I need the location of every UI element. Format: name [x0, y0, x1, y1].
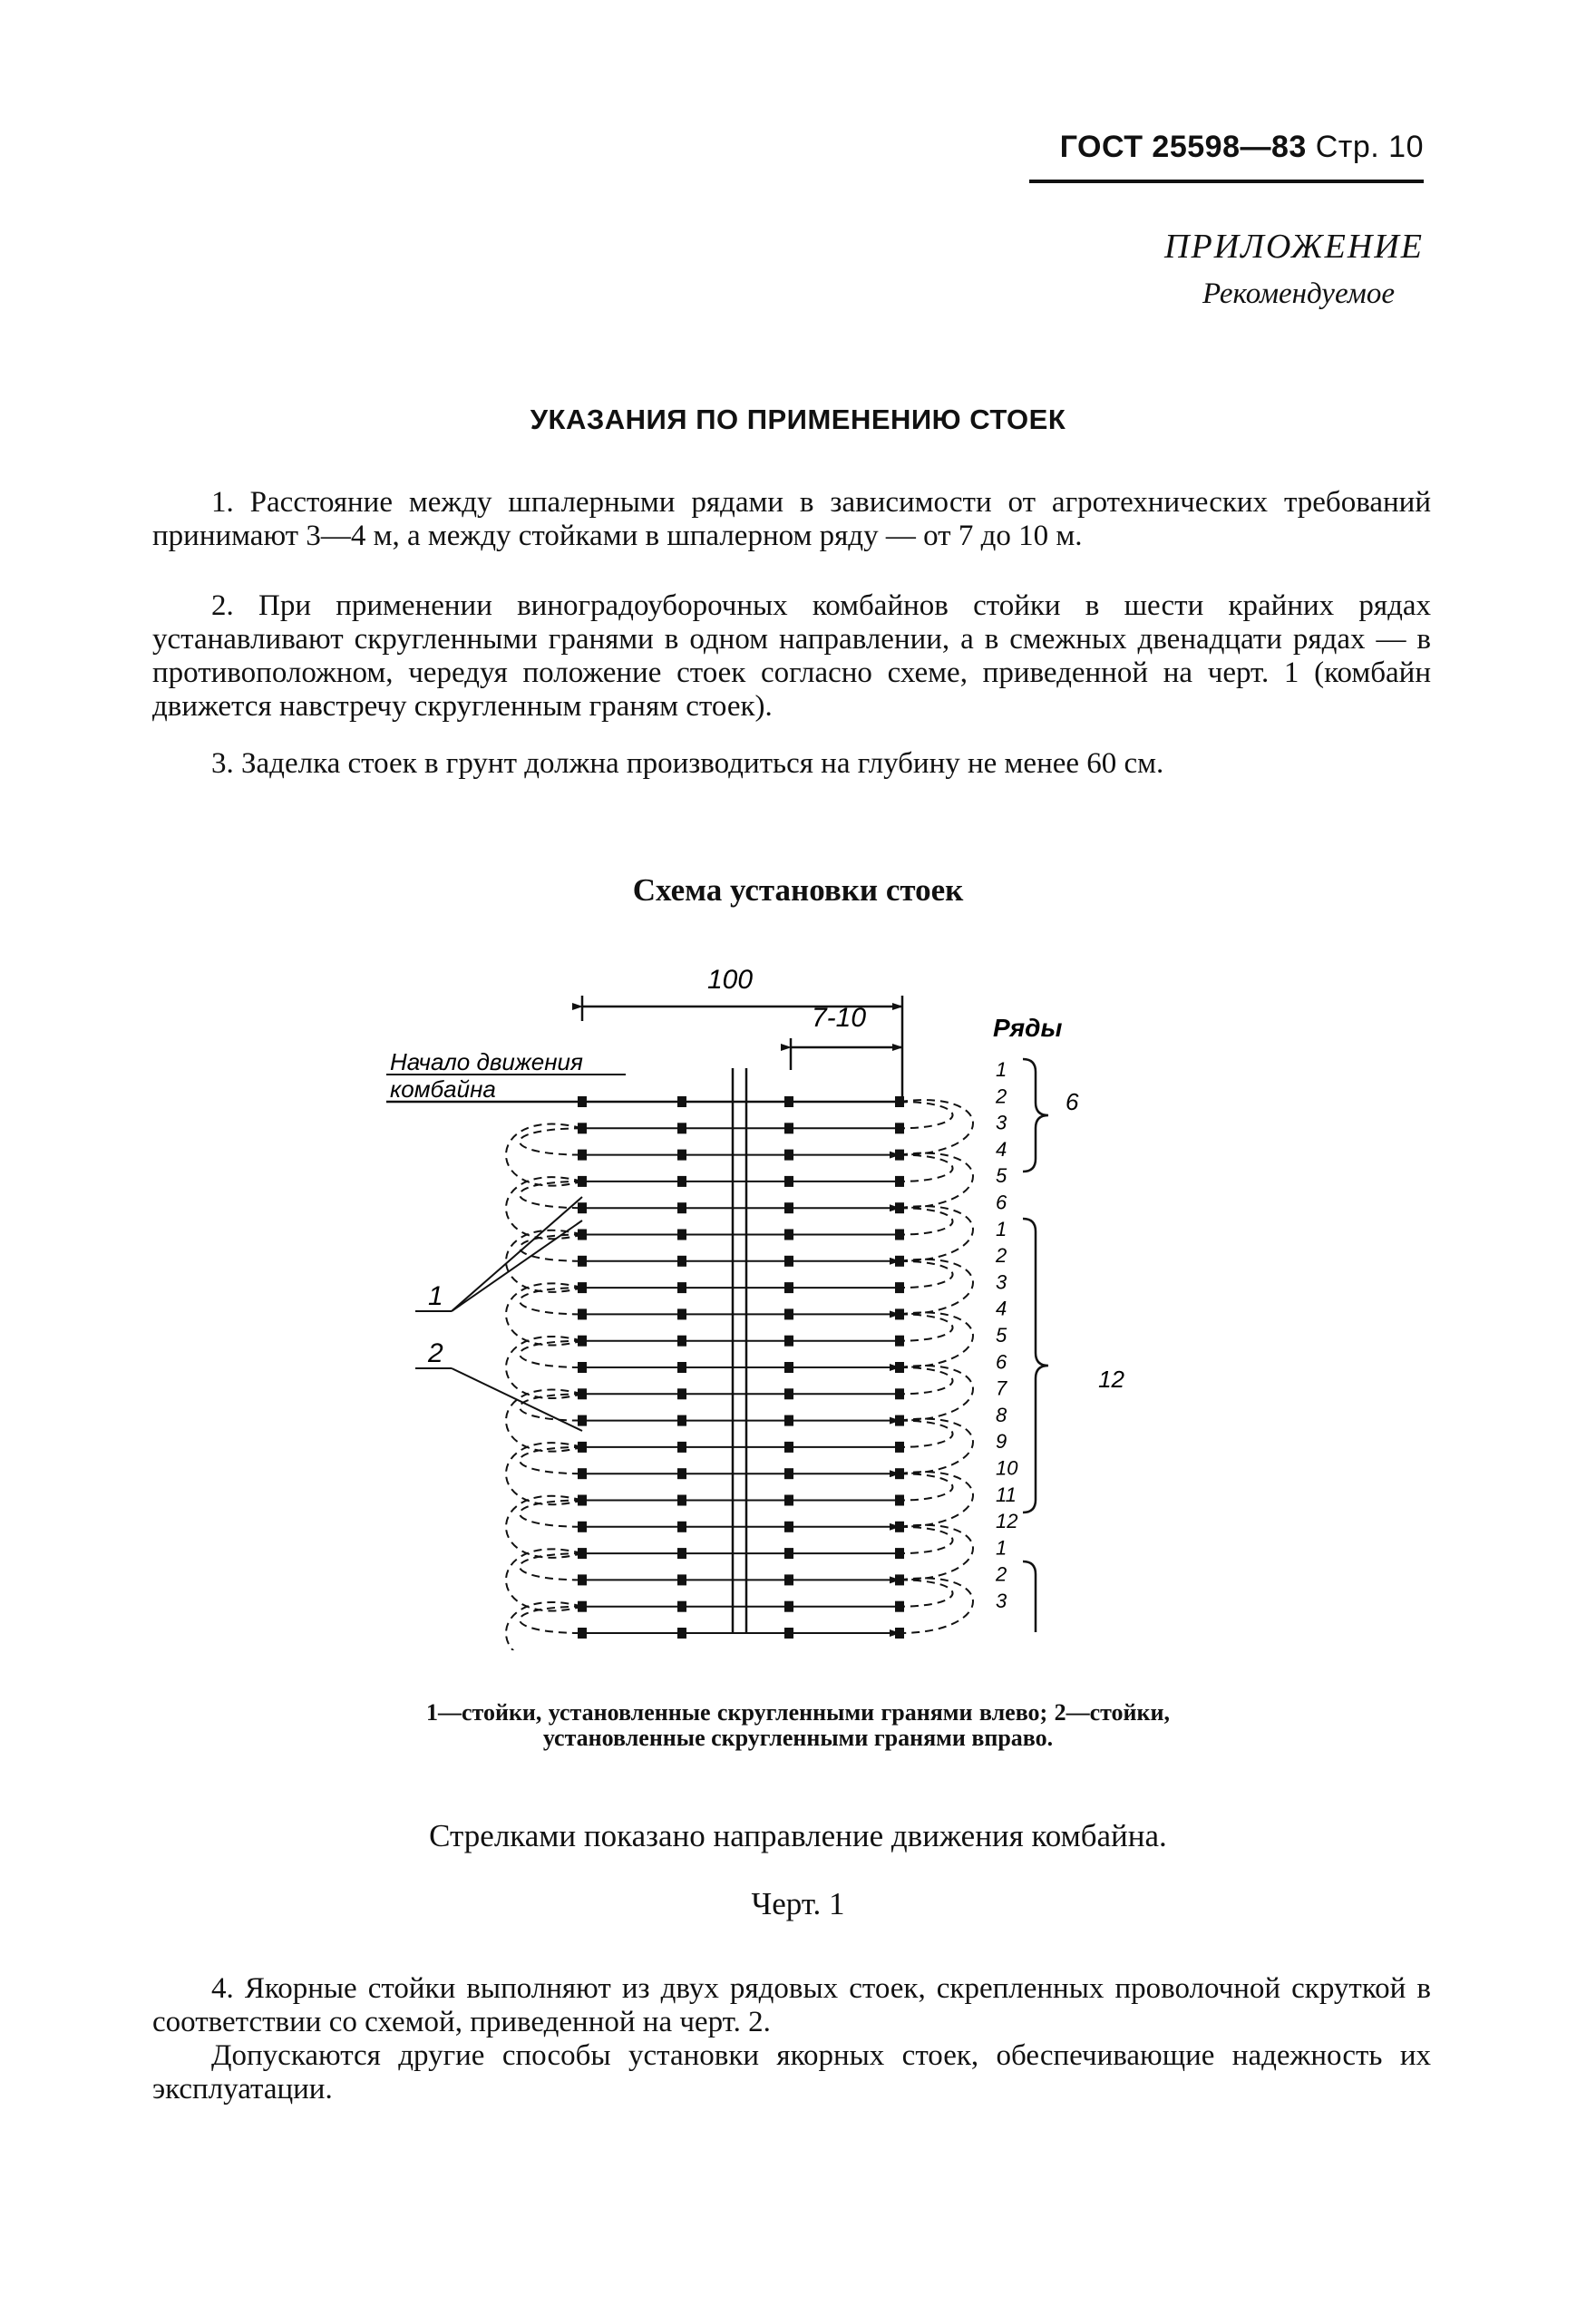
row-number: 7: [996, 1376, 1007, 1400]
brace-group-c: [1023, 1561, 1036, 1632]
left-turn-wide: [506, 1443, 582, 1504]
row-number: 3: [996, 1270, 1007, 1294]
row-number: 2: [996, 1562, 1007, 1586]
right-turn-loop: [900, 1473, 953, 1500]
start-label-line2: комбайна: [390, 1075, 496, 1103]
left-turn-wide: [506, 1602, 582, 1650]
post-marker: [677, 1574, 686, 1585]
left-turn-wide: [506, 1230, 582, 1292]
post-marker: [784, 1282, 793, 1293]
page-header: [1060, 130, 1424, 165]
row-number: 1: [996, 1058, 1007, 1081]
row-number: 2: [996, 1084, 1007, 1108]
figure-title: Схема установки стоек: [632, 872, 964, 908]
post-marker: [784, 1628, 793, 1639]
post-marker: [784, 1123, 793, 1133]
left-turn-loop: [520, 1128, 582, 1154]
appendix-label: ПРИЛОЖЕНИЕ: [1164, 228, 1424, 266]
row-number: 4: [996, 1297, 1007, 1320]
post-marker: [677, 1123, 686, 1133]
post-marker: [677, 1362, 686, 1373]
post-marker: [784, 1574, 793, 1585]
row-number: 3: [996, 1590, 1007, 1612]
paragraph-3: [152, 747, 1431, 781]
post-marker: [677, 1202, 686, 1213]
post-marker: [784, 1256, 793, 1267]
paragraph-4-text: 4. Якорные стойки выполняют из двух рядовых стоек, скрепленных проволочной скруткой в соответствии со схемой, приведенной на черт. 2.: [152, 1972, 1431, 2038]
right-turn-loop: [900, 1261, 953, 1288]
row-number: 12: [996, 1510, 1018, 1533]
post-marker: [677, 1176, 686, 1187]
paragraph-2-text: 2. При применении виноградоуборочных комбайнов стойки в шести крайних рядах устанавливают скругленными гранями в одном направлении, а в смежных двенадцати рядах — в противоположном, чередуя положение стоек согласно схеме, приведенной на черт. 1 (комбайн движется навстречу скругленным граням стоек).: [152, 589, 1431, 723]
post-marker: [677, 1150, 686, 1161]
row-group-braces: [1023, 1059, 1048, 1632]
paragraph-1: [152, 486, 1431, 553]
post-marker: [784, 1176, 793, 1187]
section-title: УКАЗАНИЯ ПО ПРИМЕНЕНИЮ СТОЕК: [530, 404, 1066, 435]
row-number: 1: [996, 1536, 1007, 1560]
post-marker: [784, 1415, 793, 1426]
dim-total-label: 100: [706, 965, 754, 995]
row-number: 1: [996, 1217, 1007, 1240]
post-marker: [677, 1468, 686, 1479]
row-number: 4: [996, 1137, 1007, 1161]
row-number: 5: [996, 1164, 1007, 1188]
paragraph-3-text: 3. Заделка стоек в грунт должна производиться на глубину не менее 60 см.: [211, 747, 1164, 780]
post-marker: [677, 1548, 686, 1559]
post-marker: [677, 1495, 686, 1506]
right-turn-loop: [900, 1367, 953, 1394]
row-number: 5: [996, 1324, 1007, 1347]
row-number: 10: [996, 1456, 1018, 1480]
right-turn-loop: [900, 1527, 953, 1553]
post-marker: [677, 1096, 686, 1107]
left-turn-wide: [506, 1549, 582, 1610]
post-marker: [784, 1230, 793, 1240]
post-marker: [677, 1256, 686, 1267]
post-marker: [677, 1522, 686, 1532]
post-marker: [784, 1601, 793, 1612]
row-number: 6: [996, 1350, 1007, 1374]
paragraph-2: [152, 589, 1431, 724]
figure-legend: 1—стойки, установленные скругленными гранями влево; 2—стойки, установленные скругленными гранями вправо.: [426, 1699, 1170, 1751]
post-installation-diagram: [345, 961, 1161, 1650]
row-number-labels: [995, 1058, 1018, 1612]
callout-2-label: 2: [428, 1338, 443, 1368]
brace-group-b: [1023, 1219, 1048, 1512]
post-marker: [784, 1522, 793, 1532]
callout-2-leader: [452, 1368, 582, 1431]
post-marker: [677, 1442, 686, 1453]
post-marker: [677, 1282, 686, 1293]
paragraph-5-text: Допускаются другие способы установки якорных стоек, обеспечивающие надежность их эксплуатации.: [152, 2039, 1431, 2106]
post-marker: [578, 1096, 587, 1107]
figure-caption: Черт. 1: [751, 1886, 845, 1921]
row-number: 11: [996, 1483, 1017, 1506]
post-marker: [784, 1548, 793, 1559]
rows-label: Ряды: [993, 1014, 1063, 1042]
post-marker: [784, 1495, 793, 1506]
post-marker: [677, 1388, 686, 1399]
post-marker: [677, 1308, 686, 1319]
post-marker: [784, 1442, 793, 1453]
post-marker: [784, 1336, 793, 1347]
post-marker: [677, 1628, 686, 1639]
row-number: 3: [996, 1111, 1007, 1134]
callout-1-leader-b: [452, 1221, 582, 1311]
left-turn-wide: [506, 1283, 582, 1345]
start-label-line1: Начало движения: [390, 1048, 583, 1075]
right-turn-loop: [900, 1314, 953, 1340]
dim-spacing-label: 7-10: [811, 1003, 867, 1033]
post-marker: [784, 1308, 793, 1319]
right-turn-loop: [900, 1208, 953, 1234]
post-marker: [784, 1388, 793, 1399]
right-turn-loop: [900, 1580, 953, 1606]
post-marker: [784, 1362, 793, 1373]
group-a-count: 6: [1066, 1088, 1079, 1115]
post-marker: [784, 1150, 793, 1161]
brace-group-a: [1023, 1059, 1048, 1172]
post-marker: [784, 1096, 793, 1107]
paragraph-1-text: 1. Расстояние между шпалерными рядами в зависимости от агротехнических требований принимают 3—4 м, а между стойками в шпалерном ряду — от 7 до 10 м.: [152, 486, 1431, 552]
post-marker: [784, 1202, 793, 1213]
page-number: Стр. 10: [1315, 130, 1424, 164]
row-number: 8: [996, 1403, 1007, 1426]
paragraph-4: [152, 1972, 1431, 2106]
post-marker: [677, 1601, 686, 1612]
header-rule: [1029, 180, 1424, 183]
row-number: 2: [996, 1244, 1007, 1268]
post-marker: [677, 1230, 686, 1240]
appendix-status: Рекомендуемое: [1202, 277, 1395, 310]
right-turn-loop: [900, 1421, 953, 1447]
group-b-count: 12: [1098, 1366, 1124, 1393]
post-marker: [677, 1336, 686, 1347]
right-turn-loop: [900, 1155, 953, 1182]
right-turn-loop: [900, 1102, 953, 1128]
left-turn-wide: [506, 1337, 582, 1398]
post-marker: [677, 1415, 686, 1426]
standard-number: ГОСТ 25598—83: [1059, 130, 1307, 164]
arrows-note: Стрелками показано направление движения комбайна.: [429, 1818, 1167, 1853]
left-turn-wide: [506, 1124, 582, 1186]
post-marker: [784, 1468, 793, 1479]
row-number: 9: [996, 1430, 1007, 1454]
row-number: 6: [996, 1191, 1007, 1214]
trellis-rows: [578, 1096, 904, 1639]
callout-1-label: 1: [428, 1281, 443, 1311]
left-turn-wide: [506, 1496, 582, 1558]
